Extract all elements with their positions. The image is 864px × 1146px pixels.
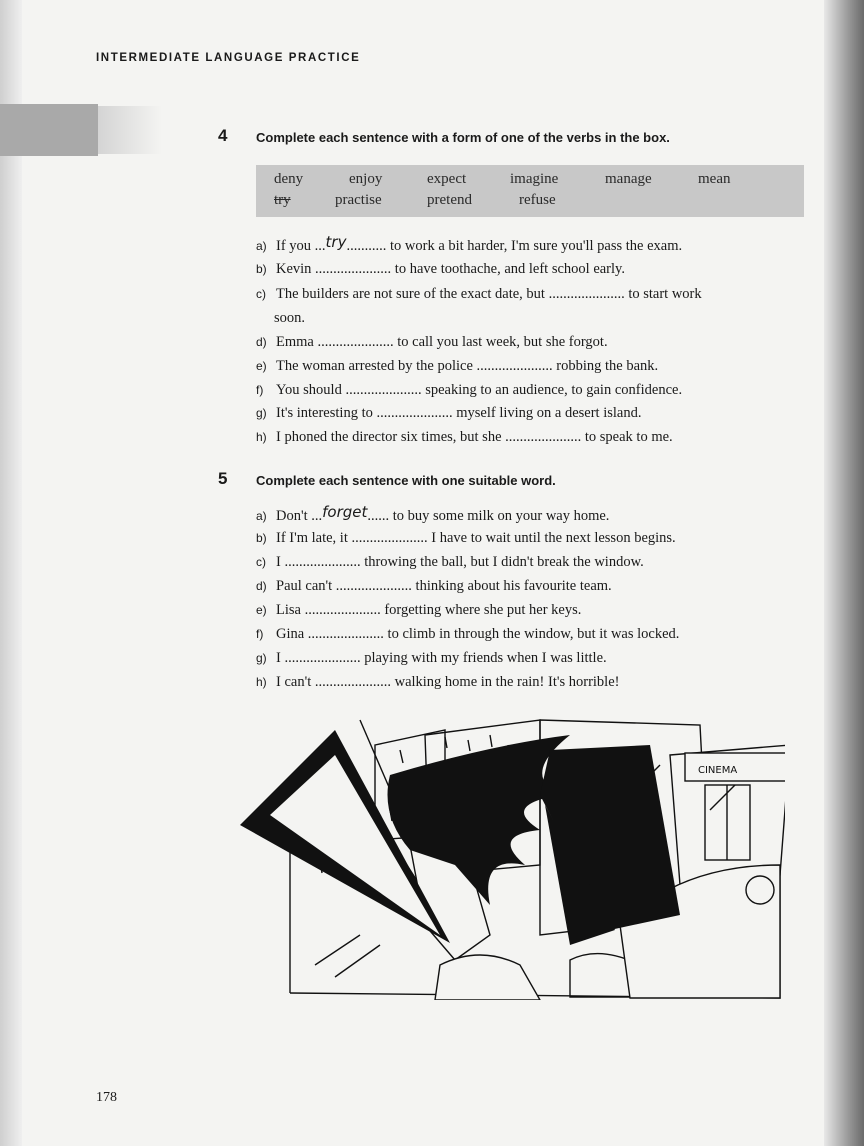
ex4-sentence-d: d) Emma ..................... to call you last week, but she forgot. xyxy=(256,334,608,350)
verb-expect: expect xyxy=(427,171,467,187)
verb-manage: manage xyxy=(605,171,652,187)
exercise-4-instruction: Complete each sentence with a form of one of the verbs in the box. xyxy=(256,130,670,145)
verb-practise: practise xyxy=(335,192,382,208)
ex4-sentence-b: b) Kevin ..................... to have toothache, and left school early. xyxy=(256,261,625,277)
exercise-5-instruction: Complete each sentence with one suitable word. xyxy=(256,473,556,488)
ex5-sentence-a: a) Don't ...forget...... to buy some milk on your way home. xyxy=(256,503,610,524)
ex4-sentence-f: f) You should ..................... speaking to an audience, to gain confidence. xyxy=(256,382,683,398)
ex4-sentence-c: c) The builders are not sure of the exact date, but ..................... to start work xyxy=(256,286,702,302)
ex5-sentence-f: f) Gina ..................... to climb in through the window, but it was locked. xyxy=(256,626,680,642)
exercise-5-number: 5 xyxy=(218,469,228,488)
verb-imagine: imagine xyxy=(510,171,559,187)
verb-deny: deny xyxy=(274,171,304,187)
ex5-sentence-c: c) I ..................... throwing the ball, but I didn't break the window. xyxy=(256,554,644,570)
cinema-sign-text: CINEMA xyxy=(698,765,738,776)
verb-box xyxy=(256,165,804,217)
ex5-sentence-d: d) Paul can't ..................... thinking about his favourite team. xyxy=(256,578,612,594)
ex4-sentence-c-continuation: soon. xyxy=(274,310,306,326)
ex5-sentence-g: g) I ..................... playing with my friends when I was little. xyxy=(256,650,607,666)
ex4-sentence-g: g) It's interesting to ..................... myself living on a desert island. xyxy=(256,405,642,421)
rainy-street-cartoon-icon xyxy=(240,715,785,1000)
verb-mean: mean xyxy=(698,171,731,187)
ex5-sentence-b: b) If I'm late, it ..................... I have to wait until the next lesson begins. xyxy=(256,530,676,546)
ex4-sentence-h: h) I phoned the director six times, but she ..................... to speak to me. xyxy=(256,429,673,445)
ex4-example-answer: try xyxy=(325,233,347,251)
page-number: 178 xyxy=(96,1090,117,1105)
ex4-sentence-a: a) If you ...try........... to work a bit harder, I'm sure you'll pass the exam. xyxy=(256,233,683,254)
exercise-4-number: 4 xyxy=(218,126,228,145)
verb-try: try xyxy=(274,192,291,208)
running-header: INTERMEDIATE LANGUAGE PRACTICE xyxy=(96,52,361,64)
ex5-sentence-h: h) I can't ..................... walking home in the rain! It's horrible! xyxy=(256,674,620,690)
section-tab-fade xyxy=(98,106,162,154)
verb-pretend: pretend xyxy=(427,192,472,208)
section-tab xyxy=(0,104,98,156)
page-shadow xyxy=(824,0,864,1146)
ex5-sentence-e: e) Lisa ..................... forgetting where she put her keys. xyxy=(256,602,582,618)
verb-refuse: refuse xyxy=(519,192,556,208)
page-gutter xyxy=(0,0,22,1146)
ex4-sentence-e: e) The woman arrested by the police ..................... robbing the bank. xyxy=(256,358,659,374)
ex5-example-answer: forget xyxy=(322,503,368,521)
verb-enjoy: enjoy xyxy=(349,171,383,187)
